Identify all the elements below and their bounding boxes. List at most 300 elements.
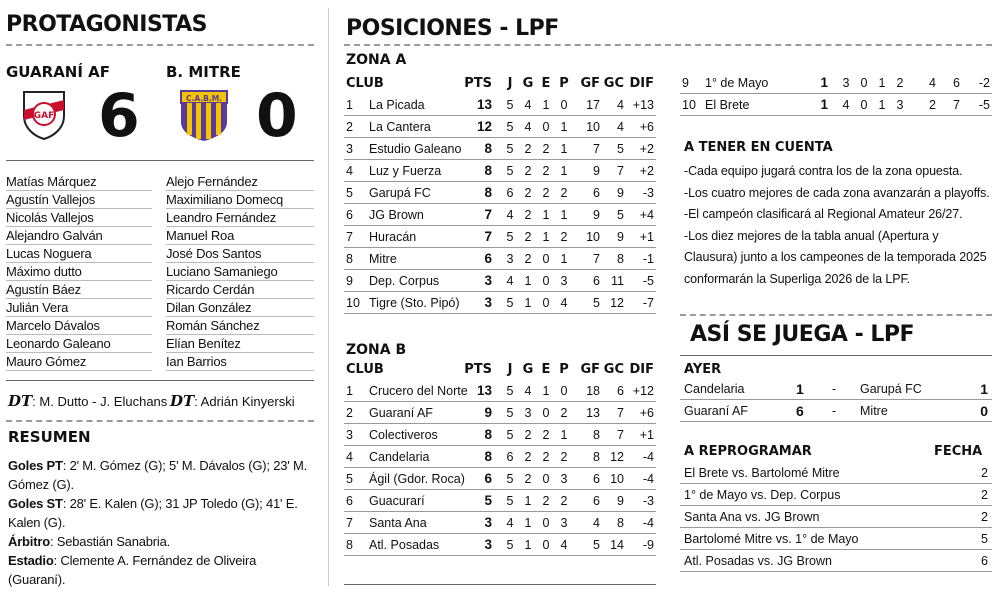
cell-p: 1 — [560, 428, 568, 442]
cell-gf: 10 — [586, 230, 600, 244]
cell-g: 2 — [524, 164, 532, 178]
cell-pts: 8 — [484, 427, 492, 442]
reprog-row — [680, 528, 992, 550]
cell-dif: -4 — [642, 472, 654, 486]
table-header — [344, 360, 656, 380]
zona-b-table — [344, 360, 656, 556]
cell-gc: 6 — [617, 384, 624, 398]
away-player: Elían Benítez — [166, 335, 314, 353]
cell-p: 3 — [560, 472, 568, 486]
cell-club: Ágil (Gdor. Roca) — [369, 472, 465, 486]
cell-gc: 7 — [617, 406, 624, 420]
cell-g: 3 — [524, 406, 532, 420]
header-dif: DIF — [629, 362, 654, 377]
cell-pos: 9 — [346, 274, 353, 288]
cell-e: 2 — [542, 142, 550, 156]
resumen-text: : 28' E. Kalen (G); 31 JP Toledo (G); 41' E. Kalen (G). — [8, 496, 298, 530]
score-separator: - — [832, 404, 837, 418]
cell-gc: 4 — [617, 120, 624, 134]
standings-row — [344, 490, 656, 512]
cell-e: 0 — [542, 274, 550, 288]
reprog-fecha: 6 — [981, 554, 988, 568]
home-player: Nicolás Vallejos — [6, 209, 152, 227]
resumen-label: Estadio — [8, 553, 54, 568]
cell-gf: 8 — [593, 450, 600, 464]
away-player: Román Sánchez — [166, 317, 314, 335]
cell-g: 2 — [524, 252, 532, 266]
cell-g: 2 — [524, 142, 532, 156]
standings-row — [344, 534, 656, 556]
cell-gc: 5 — [617, 142, 624, 156]
cell-gf: 4 — [929, 76, 936, 90]
cell-j: 6 — [506, 450, 514, 464]
away-crest-icon — [178, 88, 230, 142]
cell-dif: +6 — [639, 406, 654, 420]
cell-e: 2 — [542, 428, 550, 442]
cell-pos: 8 — [346, 252, 353, 266]
reprog-match: El Brete vs. Bartolomé Mitre — [684, 466, 840, 480]
cell-p: 1 — [560, 142, 568, 156]
home-player: Leonardo Galeano — [6, 335, 152, 353]
header-gf: GF — [580, 362, 600, 377]
home-coach-name: : M. Dutto - J. Eluchans — [32, 394, 168, 409]
cell-gc: 4 — [617, 98, 624, 112]
home-player: Lucas Noguera — [6, 245, 152, 263]
cell-club: Estudio Galeano — [369, 142, 462, 156]
cell-gc: 8 — [617, 252, 624, 266]
cell-g: 1 — [524, 494, 532, 508]
juega-title: ASÍ SE JUEGA - LPF — [690, 322, 915, 347]
cell-pts: 5 — [484, 493, 492, 508]
header-j: J — [507, 76, 513, 91]
cell-j: 5 — [506, 406, 514, 420]
cell-pos: 8 — [346, 538, 353, 552]
cell-pts: 3 — [484, 537, 492, 552]
cell-gc: 5 — [617, 208, 624, 222]
cell-gc: 7 — [953, 98, 960, 112]
home-crest-text: GAF — [33, 111, 55, 121]
header-club: CLUB — [346, 76, 384, 91]
cell-j: 5 — [506, 428, 514, 442]
cell-dif: -5 — [642, 274, 654, 288]
cell-dif: +1 — [639, 428, 654, 442]
home-team-name: GUARANÍ AF — [6, 63, 111, 81]
cell-e: 1 — [542, 384, 550, 398]
home-crest-icon — [20, 88, 68, 140]
cell-j: 5 — [506, 230, 514, 244]
cell-pts: 3 — [484, 515, 492, 530]
divider — [344, 44, 992, 46]
cell-gc: 6 — [953, 76, 960, 90]
cell-dif: -9 — [642, 538, 654, 552]
cell-dif: -5 — [978, 98, 990, 112]
header-p: P — [559, 76, 569, 91]
away-goals: 0 — [980, 403, 988, 419]
protagonistas-title: PROTAGONISTAS — [6, 12, 207, 37]
cell-gf: 17 — [586, 98, 600, 112]
cell-j: 5 — [506, 164, 514, 178]
home-score: 6 — [98, 81, 140, 151]
cell-p: 2 — [560, 450, 568, 464]
away-player: Alejo Fernández — [166, 173, 314, 191]
home-player: Máximo dutto — [6, 263, 152, 281]
cell-e: 0 — [542, 472, 550, 486]
home-team: Candelaria — [684, 382, 745, 396]
cell-e: 0 — [542, 538, 550, 552]
cell-pos: 2 — [346, 406, 353, 420]
away-coach-name: : Adrián Kinyerski — [194, 394, 295, 409]
home-player: Agustín Báez — [6, 281, 152, 299]
cell-pts: 3 — [484, 295, 492, 310]
cell-gf: 6 — [593, 472, 600, 486]
standings-row — [344, 468, 656, 490]
cell-pts: 9 — [484, 405, 492, 420]
cell-gc: 9 — [617, 230, 624, 244]
cell-gc: 11 — [611, 274, 624, 288]
dt-label: DT — [8, 392, 33, 410]
cell-club: Tigre (Sto. Pipó) — [369, 296, 460, 310]
zona-a-table — [344, 74, 656, 314]
reprog-row — [680, 462, 992, 484]
cell-gf: 5 — [593, 296, 600, 310]
cell-gf: 13 — [586, 406, 600, 420]
cell-j: 5 — [506, 98, 514, 112]
cell-p: 1 — [560, 120, 568, 134]
divider — [6, 380, 314, 381]
home-player: Alejandro Galván — [6, 227, 152, 245]
resumen-line — [8, 532, 314, 551]
header-e: E — [541, 362, 551, 377]
cell-g: 1 — [524, 296, 532, 310]
cuenta-list — [684, 161, 990, 290]
cell-dif: +13 — [632, 98, 654, 112]
divider — [6, 160, 314, 161]
cell-p: 2 — [560, 186, 568, 200]
zona-a-title: ZONA A — [346, 52, 407, 68]
cell-p: 1 — [560, 164, 568, 178]
home-player: Agustín Vallejos — [6, 191, 152, 209]
cell-dif: -4 — [642, 516, 654, 530]
cell-club: Crucero del Norte — [369, 384, 468, 398]
cell-dif: -4 — [642, 450, 654, 464]
resumen-text: : Clemente A. Fernández de Oliveira (Guaraní). — [8, 553, 257, 587]
divider — [344, 584, 656, 585]
reprog-row — [680, 550, 992, 572]
cell-g: 0 — [860, 98, 868, 112]
cell-pts: 13 — [476, 97, 492, 112]
cell-e: 0 — [542, 516, 550, 530]
cell-p: 3 — [560, 516, 568, 530]
cell-club: JG Brown — [369, 208, 424, 222]
reprog-list — [680, 462, 992, 572]
cell-dif: -7 — [642, 296, 654, 310]
standings-row — [344, 138, 656, 160]
cell-club: Santa Ana — [369, 516, 427, 530]
cell-gf: 9 — [593, 208, 600, 222]
cell-pos: 10 — [346, 296, 360, 310]
cell-pts: 3 — [484, 273, 492, 288]
cell-g: 2 — [524, 186, 532, 200]
posiciones-title: POSICIONES - LPF — [346, 16, 559, 41]
standings-row — [680, 72, 992, 94]
cell-e: 0 — [542, 252, 550, 266]
cell-club: Luz y Fuerza — [369, 164, 442, 178]
ayer-results — [680, 378, 992, 422]
cell-p: 3 — [560, 274, 568, 288]
cell-gc: 9 — [617, 494, 624, 508]
cell-dif: +4 — [639, 208, 654, 222]
cell-pts: 13 — [476, 383, 492, 398]
cell-club: Mitre — [369, 252, 397, 266]
standings-row — [344, 402, 656, 424]
standings-row — [344, 424, 656, 446]
cell-p: 2 — [560, 230, 568, 244]
reprog-fecha: 5 — [981, 532, 988, 546]
cell-pos: 6 — [346, 494, 353, 508]
reprog-row — [680, 506, 992, 528]
standings-row — [680, 94, 992, 116]
cuenta-item: -Los cuatro mejores de cada zona avanzarán a playoffs. — [684, 185, 990, 200]
cell-p: 2 — [560, 494, 568, 508]
resumen-label: Goles ST — [8, 496, 63, 511]
reprog-match: Atl. Posadas vs. JG Brown — [684, 554, 832, 568]
resumen-title: RESUMEN — [8, 428, 91, 446]
cuenta-item: -Los diez mejores de la tabla anual (Apertura y Clausura) junto a los campeones de la temporada 2025 conformarán la Superliga 2026 de la LPF. — [684, 228, 987, 286]
standings-row — [344, 248, 656, 270]
reprog-row — [680, 484, 992, 506]
cell-gf: 6 — [593, 494, 600, 508]
column-divider — [328, 8, 329, 586]
divider — [6, 420, 314, 422]
resumen-label: Árbitro — [8, 534, 50, 549]
home-goals: 1 — [796, 381, 804, 397]
away-crest-text: C.A.B.M. — [185, 94, 223, 103]
cell-pos: 5 — [346, 186, 353, 200]
away-player: Luciano Samaniego — [166, 263, 314, 281]
cell-g: 1 — [524, 516, 532, 530]
cell-club: Candelaria — [369, 450, 430, 464]
cell-j: 5 — [506, 472, 514, 486]
away-team: Mitre — [860, 404, 888, 418]
cell-dif: -2 — [978, 76, 990, 90]
cell-gc: 9 — [617, 186, 624, 200]
resumen-line — [8, 456, 314, 494]
cell-pts: 6 — [484, 471, 492, 486]
reprog-match: 1° de Mayo vs. Dep. Corpus — [684, 488, 841, 502]
reprog-fecha: 2 — [981, 488, 988, 502]
table-header — [344, 74, 656, 94]
cell-e: 1 — [542, 230, 550, 244]
cell-gf: 6 — [593, 186, 600, 200]
cell-dif: +2 — [639, 142, 654, 156]
standings-row — [344, 204, 656, 226]
fecha-header: FECHA — [934, 444, 983, 459]
cell-dif: -3 — [642, 494, 654, 508]
away-player: José Dos Santos — [166, 245, 314, 263]
cuenta-item: -El campeón clasificará al Regional Amateur 26/27. — [684, 207, 963, 221]
cell-pos: 2 — [346, 120, 353, 134]
reprog-match: Santa Ana vs. JG Brown — [684, 510, 820, 524]
standings-row — [344, 94, 656, 116]
cell-g: 2 — [524, 230, 532, 244]
divider — [680, 355, 992, 356]
cell-g: 2 — [524, 472, 532, 486]
home-goals: 6 — [796, 403, 804, 419]
resumen-text: : 2' M. Gómez (G); 5' M. Dávalos (G); 23' M. Gómez (G). — [8, 458, 307, 492]
cell-pos: 4 — [346, 450, 353, 464]
ayer-title: AYER — [684, 362, 722, 377]
cell-e: 1 — [878, 76, 886, 90]
cell-g: 2 — [524, 208, 532, 222]
home-player: Mauro Gómez — [6, 353, 152, 371]
header-p: P — [559, 362, 569, 377]
cell-e: 2 — [542, 186, 550, 200]
cell-p: 4 — [560, 538, 568, 552]
header-gc: GC — [603, 362, 624, 377]
standings-row — [344, 182, 656, 204]
header-g: G — [522, 76, 534, 91]
cell-j: 4 — [506, 208, 514, 222]
cell-gf: 9 — [593, 164, 600, 178]
cell-j: 5 — [506, 384, 514, 398]
standings-row — [344, 292, 656, 314]
cell-gc: 7 — [617, 164, 624, 178]
cell-dif: -1 — [642, 252, 654, 266]
cell-pos: 10 — [682, 98, 696, 112]
resumen-line — [8, 551, 314, 589]
cell-pts: 8 — [484, 163, 492, 178]
cell-dif: +12 — [632, 384, 654, 398]
resumen-body — [8, 456, 314, 589]
cell-g: 4 — [524, 384, 532, 398]
cell-pos: 5 — [346, 472, 353, 486]
standings-row — [344, 226, 656, 248]
reprog-fecha: 2 — [981, 510, 988, 524]
away-goals: 1 — [980, 381, 988, 397]
cell-pts: 1 — [820, 97, 828, 112]
away-team-name: B. MITRE — [166, 63, 241, 81]
home-player: Matías Márquez — [6, 173, 152, 191]
cell-club: La Cantera — [369, 120, 431, 134]
header-gf: GF — [580, 76, 600, 91]
resumen-text: : Sebastián Sanabria. — [49, 534, 171, 549]
cell-g: 4 — [524, 98, 532, 112]
cell-e: 0 — [542, 296, 550, 310]
standings-row — [344, 160, 656, 182]
cell-p: 0 — [560, 98, 568, 112]
header-g: G — [522, 362, 534, 377]
standings-row — [344, 380, 656, 402]
dt-label: DT — [170, 392, 195, 410]
result-row — [680, 378, 992, 400]
cell-gc: 10 — [610, 472, 624, 486]
home-player: Marcelo Dávalos — [6, 317, 152, 335]
cell-gc: 14 — [610, 538, 624, 552]
cell-j: 5 — [506, 296, 514, 310]
cell-club: Guacurarí — [369, 494, 425, 508]
cell-pos: 3 — [346, 428, 353, 442]
cell-p: 3 — [896, 98, 904, 112]
header-gc: GC — [603, 76, 624, 91]
cell-pos: 4 — [346, 164, 353, 178]
standings-row — [344, 512, 656, 534]
home-coach — [8, 392, 167, 410]
away-player: Maximiliano Domecq — [166, 191, 314, 209]
cell-gf: 6 — [593, 274, 600, 288]
cell-gf: 7 — [593, 252, 600, 266]
cuenta-title: A TENER EN CUENTA — [684, 140, 833, 155]
cell-club: Colectiveros — [369, 428, 438, 442]
cell-p: 2 — [560, 406, 568, 420]
cell-j: 3 — [842, 76, 850, 90]
reprog-match: Bartolomé Mitre vs. 1° de Mayo — [684, 532, 859, 546]
reprog-fecha: 2 — [981, 466, 988, 480]
cell-club: El Brete — [705, 98, 750, 112]
away-player: Dilan González — [166, 299, 314, 317]
cell-pos: 1 — [346, 384, 353, 398]
standings-row — [344, 446, 656, 468]
home-player: Julián Vera — [6, 299, 152, 317]
cell-gc: 12 — [610, 296, 624, 310]
cell-gc: 8 — [617, 516, 624, 530]
zona-b-title: ZONA B — [346, 342, 407, 358]
home-player-list — [6, 173, 152, 371]
cell-pts: 8 — [484, 449, 492, 464]
cell-pos: 7 — [346, 230, 353, 244]
away-player: Ricardo Cerdán — [166, 281, 314, 299]
cell-dif: -3 — [642, 186, 654, 200]
cell-pts: 8 — [484, 185, 492, 200]
cell-pts: 8 — [484, 141, 492, 156]
cell-p: 1 — [560, 208, 568, 222]
resumen-line — [8, 494, 314, 532]
away-coach — [170, 392, 295, 410]
cell-g: 0 — [860, 76, 868, 90]
cell-e: 1 — [878, 98, 886, 112]
cell-j: 4 — [842, 98, 850, 112]
header-pts: PTS — [464, 76, 492, 91]
cell-p: 2 — [896, 76, 904, 90]
cell-dif: +2 — [639, 164, 654, 178]
cell-dif: +6 — [639, 120, 654, 134]
header-club: CLUB — [346, 362, 384, 377]
cell-gf: 8 — [593, 428, 600, 442]
divider — [680, 314, 992, 316]
score-separator: - — [832, 382, 837, 396]
header-dif: DIF — [629, 76, 654, 91]
cell-j: 4 — [506, 274, 514, 288]
divider — [6, 44, 314, 46]
cell-e: 2 — [542, 494, 550, 508]
cell-g: 4 — [524, 120, 532, 134]
cell-e: 2 — [542, 164, 550, 178]
cell-g: 2 — [524, 450, 532, 464]
cell-pts: 7 — [484, 207, 492, 222]
cell-e: 0 — [542, 406, 550, 420]
standings-row — [344, 116, 656, 138]
cell-gf: 4 — [593, 516, 600, 530]
cell-club: Dep. Corpus — [369, 274, 440, 288]
cell-p: 0 — [560, 384, 568, 398]
cell-dif: +1 — [639, 230, 654, 244]
cell-gc: 12 — [610, 450, 624, 464]
cell-club: Garupá FC — [369, 186, 431, 200]
cell-gf: 7 — [593, 142, 600, 156]
cell-gc: 7 — [617, 428, 624, 442]
away-player: Ian Barrios — [166, 353, 314, 371]
cell-club: Guaraní AF — [369, 406, 433, 420]
cell-p: 1 — [560, 252, 568, 266]
